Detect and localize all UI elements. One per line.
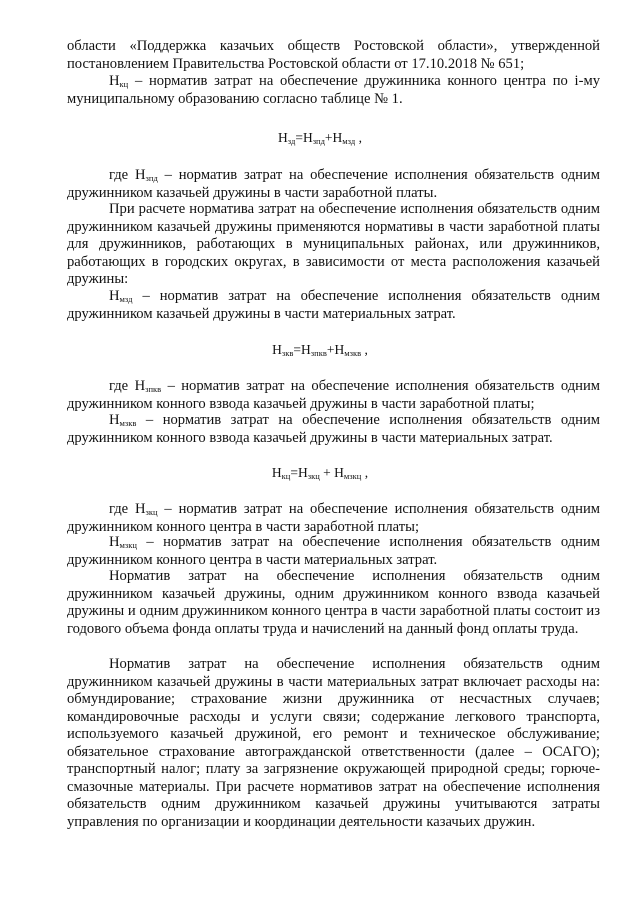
paragraph-1: области «Поддержка казачьих обществ Ростовской области», утвержденной постановлением Правительства Ростовской области от 17.10.2018 № 651; (67, 38, 600, 72)
formula-2: $Н_{зкв}=Н_{зпкв}+Н_{мзкв}$ , (272, 342, 368, 358)
paragraph-3: где $Н_{зпд}$ – норматив затрат на обеспечение исполнения обязательств одним дружинником казачьей дружины в части заработной платы. (67, 167, 600, 201)
paragraph-9: $Н_{мзкц}$ – норматив затрат на обеспечение исполнения обязательств одним дружинником конного центра в части материальных затрат. (67, 534, 600, 568)
paragraph-4: При расчете норматива затрат на обеспечение исполнения обязательств одним дружинником казачьей дружины применяются нормативы в части заработной платы для дружинников, работающих в муниципальных районах, или дружинников, работающих в городских округах, в зависимости от места расположения казачьей дружины: (67, 201, 600, 287)
paragraph-11: Норматив затрат на обеспечение исполнения обязательств одним дружинником казачьей дружины в части материальных затрат включает расходы на: обмундирование; страхование жизни дружинника от несчастных случаев; командировочные расходы и услуги связи; содержание легкового транспорта, используемого казачьей дружиной, его ремонт и техническое обслуживание; обязательное страхование автогражданской ответственности (далее – ОСАГО); транспортный налог; плату за загрязнение окружающей природной среды; горюче-смазочные материалы. При расчете нормативов затрат на обеспечение исполнения обязательств одним дружинником казачьей дружины учитываются затраты управления по организации и координации деятельности казачьих дружин. (67, 656, 600, 830)
paragraph-5: $Н_{мзд}$ – норматив затрат на обеспечение исполнения обязательств одним дружинником казачьей дружины в части материальных затрат. (67, 288, 600, 322)
paragraph-8: где $Н_{зкц}$ – норматив затрат на обеспечение исполнения обязательств одним дружинником конного центра в части заработной платы; (67, 501, 600, 535)
formula-3: $Н_{кц}=Н_{зкц} + Н_{мзкц}$ , (271, 465, 369, 481)
paragraph-10: Норматив затрат на обеспечение исполнения обязательств одним дружинником казачьей дружины, одним дружинником конного взвода казачьей дружины и одним дружинником конного центра в части заработной платы состоит из годового объема фонда оплаты труда и начислений на данный фонд оплаты труда. (67, 568, 600, 637)
paragraph-2: $Н_{кц}$ – норматив затрат на обеспечение дружинника конного центра по i-му муниципальному образованию согласно таблице № 1. (67, 73, 600, 107)
paragraph-6: где $Н_{зпкв}$ – норматив затрат на обеспечение исполнения обязательств одним дружинником конного взвода казачьей дружины в части заработной платы; (67, 378, 600, 412)
paragraph-7: $Н_{мзкв}$ – норматив затрат на обеспечение исполнения обязательств одним дружинником конного взвода казачьей дружины в части материальных затрат. (67, 412, 600, 446)
formula-1: $Н_{зд}=Н_{зпд}+Н_{мзд}$ , (278, 130, 362, 146)
